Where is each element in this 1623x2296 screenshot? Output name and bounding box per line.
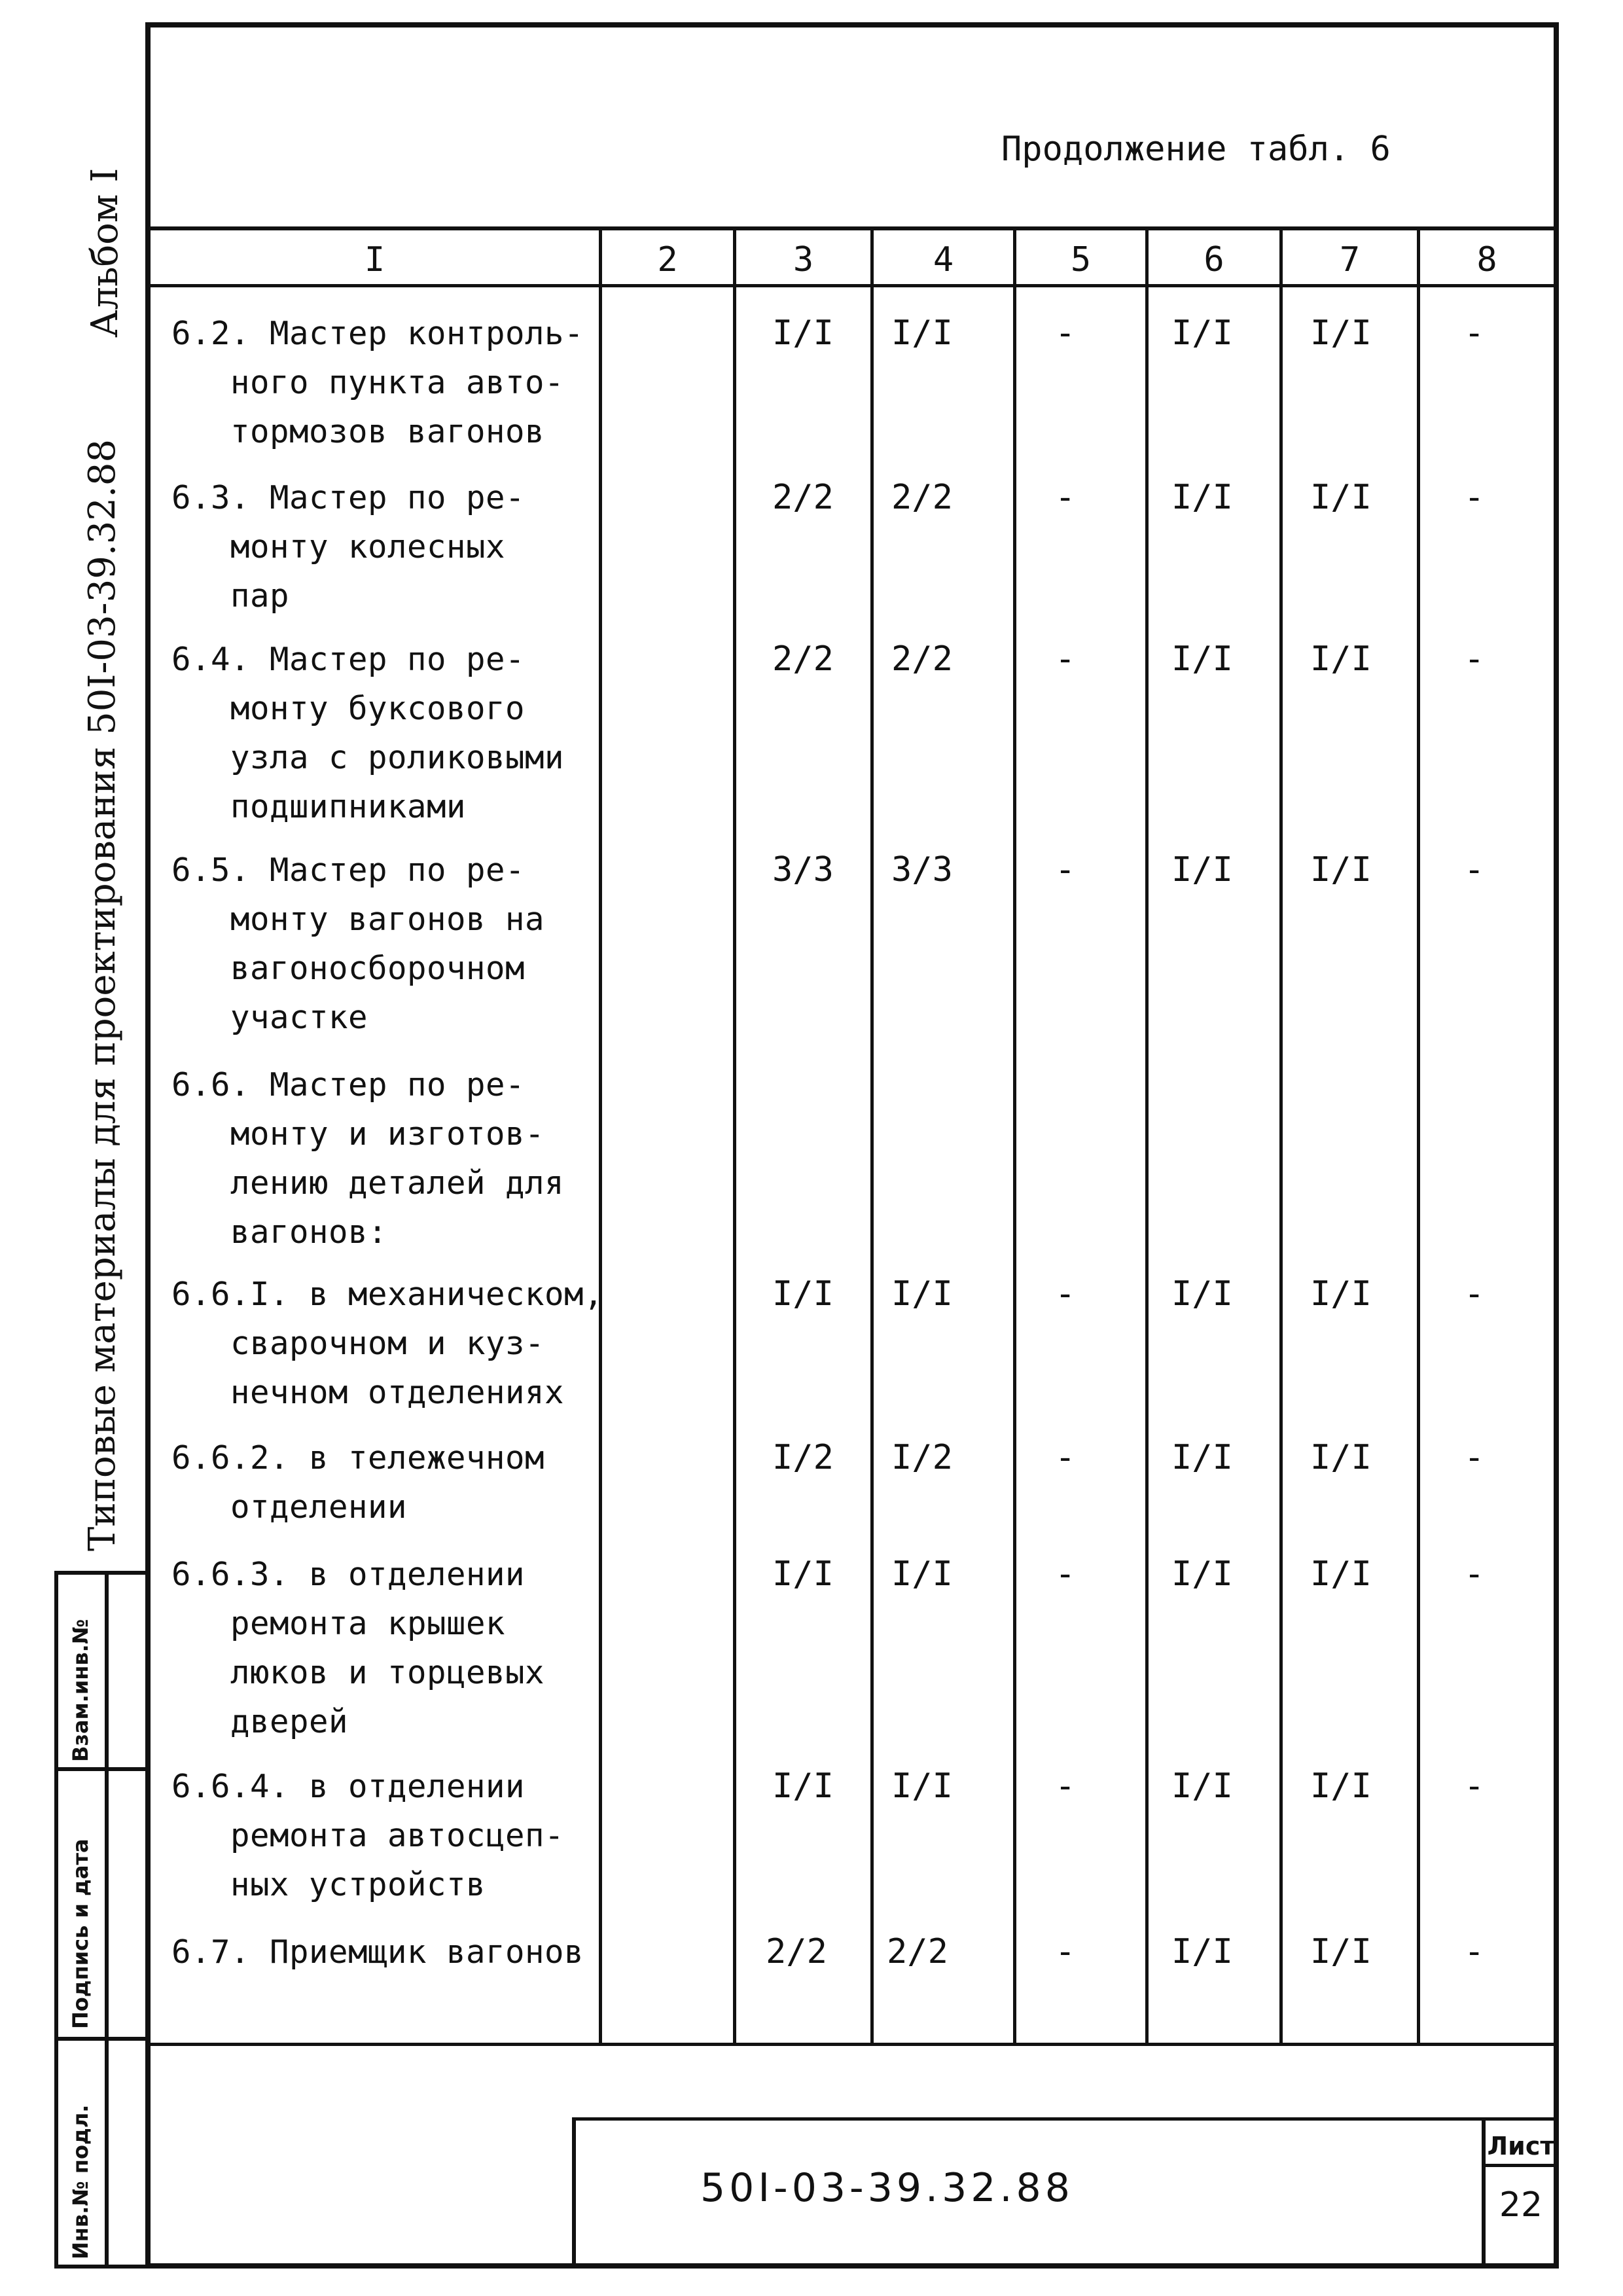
frame-bottom [145, 2263, 1559, 2269]
cell-col4: 2/2 [891, 478, 953, 517]
cell-col5: - [1055, 1438, 1076, 1477]
cell-col7: I/I [1310, 1554, 1372, 1594]
row-desc-line: дверей [171, 1703, 349, 1740]
column-divider [1417, 226, 1420, 2045]
cell-col5: - [1055, 639, 1076, 679]
row-desc-line: 6.5. Мастер по ре- [171, 852, 526, 889]
column-divider [1013, 226, 1016, 2045]
cell-col6: I/I [1171, 1767, 1233, 1806]
row-desc-line: 6.3. Мастер по ре- [171, 479, 526, 516]
cell-col6: I/I [1171, 1554, 1233, 1594]
cell-col7: I/I [1310, 1274, 1372, 1314]
cell-col6: I/I [1171, 639, 1233, 679]
row-desc-line: ного пункта авто- [171, 364, 565, 401]
row-desc-line: ремонта крышек [171, 1605, 506, 1642]
row-desc-line: ных устройств [171, 1866, 486, 1903]
row-desc-line: подшипниками [171, 788, 467, 825]
column-divider [870, 226, 874, 2045]
cell-col4: I/I [891, 314, 953, 353]
cell-col8: - [1464, 1932, 1485, 1971]
cell-col4: I/I [891, 1274, 953, 1314]
cell-col8: - [1464, 478, 1485, 517]
stamp-divider [54, 2037, 149, 2041]
cell-col7: I/I [1310, 639, 1372, 679]
cell-col6: I/I [1171, 850, 1233, 889]
row-desc-line: 6.6. Мастер по ре- [171, 1066, 526, 1103]
cell-col6: I/I [1171, 478, 1233, 517]
column-header: I [364, 240, 385, 279]
cell-col8: - [1464, 850, 1485, 889]
cell-col4: I/I [891, 1767, 953, 1806]
column-header: 3 [793, 240, 814, 279]
cell-col8: - [1464, 639, 1485, 679]
cell-col3: I/I [772, 1554, 834, 1594]
cell-col7: I/I [1310, 850, 1372, 889]
stamp-sign-date: Подпись и дата [68, 1839, 93, 2029]
column-header: 5 [1070, 240, 1092, 279]
cell-col7: I/I [1310, 314, 1372, 353]
stamp-divider [54, 1767, 149, 1771]
cell-col4: I/I [891, 1554, 953, 1594]
column-header: 2 [657, 240, 678, 279]
cell-col8: - [1464, 1274, 1485, 1314]
cell-col3: 2/2 [766, 1932, 827, 1971]
table-top-line [145, 226, 1559, 230]
row-desc-line: узла с роликовыми [171, 739, 565, 776]
sheet-box-left [1482, 2117, 1486, 2269]
cell-col4: 2/2 [891, 639, 953, 679]
row-desc-line: 6.2. Мастер контроль- [171, 315, 584, 352]
row-desc-line: отделении [171, 1488, 408, 1526]
cell-col3: 3/3 [772, 850, 834, 889]
cell-col8: - [1464, 314, 1485, 353]
cell-col4: 2/2 [887, 1932, 948, 1971]
row-desc-line: нечном отделениях [171, 1374, 565, 1411]
titleblock-top [572, 2117, 1559, 2121]
cell-col8: - [1464, 1767, 1485, 1806]
series-title: Типовые материалы для проектирования 50I-03-39.32.88 [81, 439, 124, 1551]
frame-top [145, 22, 1559, 27]
cell-col5: - [1055, 1932, 1076, 1971]
stamp-inv-orig: Инв.№ подл. [68, 2104, 93, 2259]
cell-col7: I/I [1310, 1932, 1372, 1971]
cell-col6: I/I [1171, 1438, 1233, 1477]
row-desc-line: 6.4. Мастер по ре- [171, 641, 526, 678]
row-desc-line: люков и торцевых [171, 1654, 545, 1691]
table-bottom-line [145, 2043, 1559, 2046]
column-header: 4 [933, 240, 954, 279]
column-header: 8 [1476, 240, 1497, 279]
row-desc-line: 6.6.3. в отделении [171, 1556, 526, 1593]
cell-col6: I/I [1171, 1274, 1233, 1314]
stamp-divider [54, 1571, 149, 1575]
row-desc-line: 6.6.4. в отделении [171, 1768, 526, 1805]
row-desc-line: лению деталей для [171, 1164, 565, 1202]
frame-left [145, 22, 151, 2269]
stamp-column-left [54, 1571, 58, 2269]
cell-col5: - [1055, 850, 1076, 889]
cell-col4: 3/3 [891, 850, 953, 889]
stamp-divider [54, 2265, 149, 2269]
row-desc-line: вагоносборочном [171, 950, 526, 987]
row-desc-line: вагонов: [171, 1213, 388, 1251]
row-desc-line: ремонта автосцеп- [171, 1817, 565, 1854]
cell-col3: 2/2 [772, 639, 834, 679]
cell-col3: 2/2 [772, 478, 834, 517]
cell-col5: - [1055, 478, 1076, 517]
cell-col7: I/I [1310, 1767, 1372, 1806]
cell-col3: I/I [772, 314, 834, 353]
column-divider [1279, 226, 1283, 2045]
column-header: 7 [1339, 240, 1361, 279]
album-label: Альбом I [84, 168, 126, 338]
cell-col5: - [1055, 1274, 1076, 1314]
row-desc-line: монту буксового [171, 690, 526, 727]
row-desc-line: 6.7. Приемщик вагонов [171, 1933, 584, 1971]
cell-col5: - [1055, 314, 1076, 353]
frame-right [1554, 22, 1559, 2269]
cell-col6: I/I [1171, 1932, 1233, 1971]
row-desc-line: монту колесных [171, 528, 506, 565]
cell-col3: I/I [772, 1767, 834, 1806]
column-divider [1145, 226, 1149, 2045]
cell-col7: I/I [1310, 478, 1372, 517]
sheet-box-divider [1482, 2164, 1559, 2167]
sheet-label: Лист [1487, 2132, 1555, 2161]
row-desc-line: монту и изготов- [171, 1115, 545, 1153]
column-header: 6 [1204, 240, 1224, 279]
cell-col5: - [1055, 1767, 1076, 1806]
cell-col8: - [1464, 1554, 1485, 1594]
cell-col5: - [1055, 1554, 1076, 1594]
cell-col7: I/I [1310, 1438, 1372, 1477]
row-desc-line: пар [171, 577, 290, 615]
stamp-column-right [105, 1571, 109, 2269]
row-desc-line: монту вагонов на [171, 901, 545, 938]
cell-col8: - [1464, 1438, 1485, 1477]
cell-col4: I/2 [891, 1438, 953, 1477]
titleblock-left [572, 2117, 576, 2269]
column-divider [733, 226, 736, 2045]
document-code: 50I-03-39.32.88 [700, 2165, 1074, 2211]
cell-col3: I/2 [772, 1438, 834, 1477]
row-desc-line: участке [171, 999, 368, 1036]
table-caption: Продолжение табл. 6 [1001, 130, 1391, 169]
cell-col3: I/I [772, 1274, 834, 1314]
row-desc-line: 6.6.I. в механическом, [171, 1276, 604, 1313]
cell-col6: I/I [1171, 314, 1233, 353]
row-desc-line: 6.6.2. в тележечном [171, 1439, 545, 1477]
row-desc-line: тормозов вагонов [171, 413, 545, 450]
row-desc-line: сварочном и куз- [171, 1325, 545, 1362]
sheet-number: 22 [1499, 2185, 1543, 2225]
stamp-replace-inv: Взам.инв.№ [68, 1619, 93, 1762]
